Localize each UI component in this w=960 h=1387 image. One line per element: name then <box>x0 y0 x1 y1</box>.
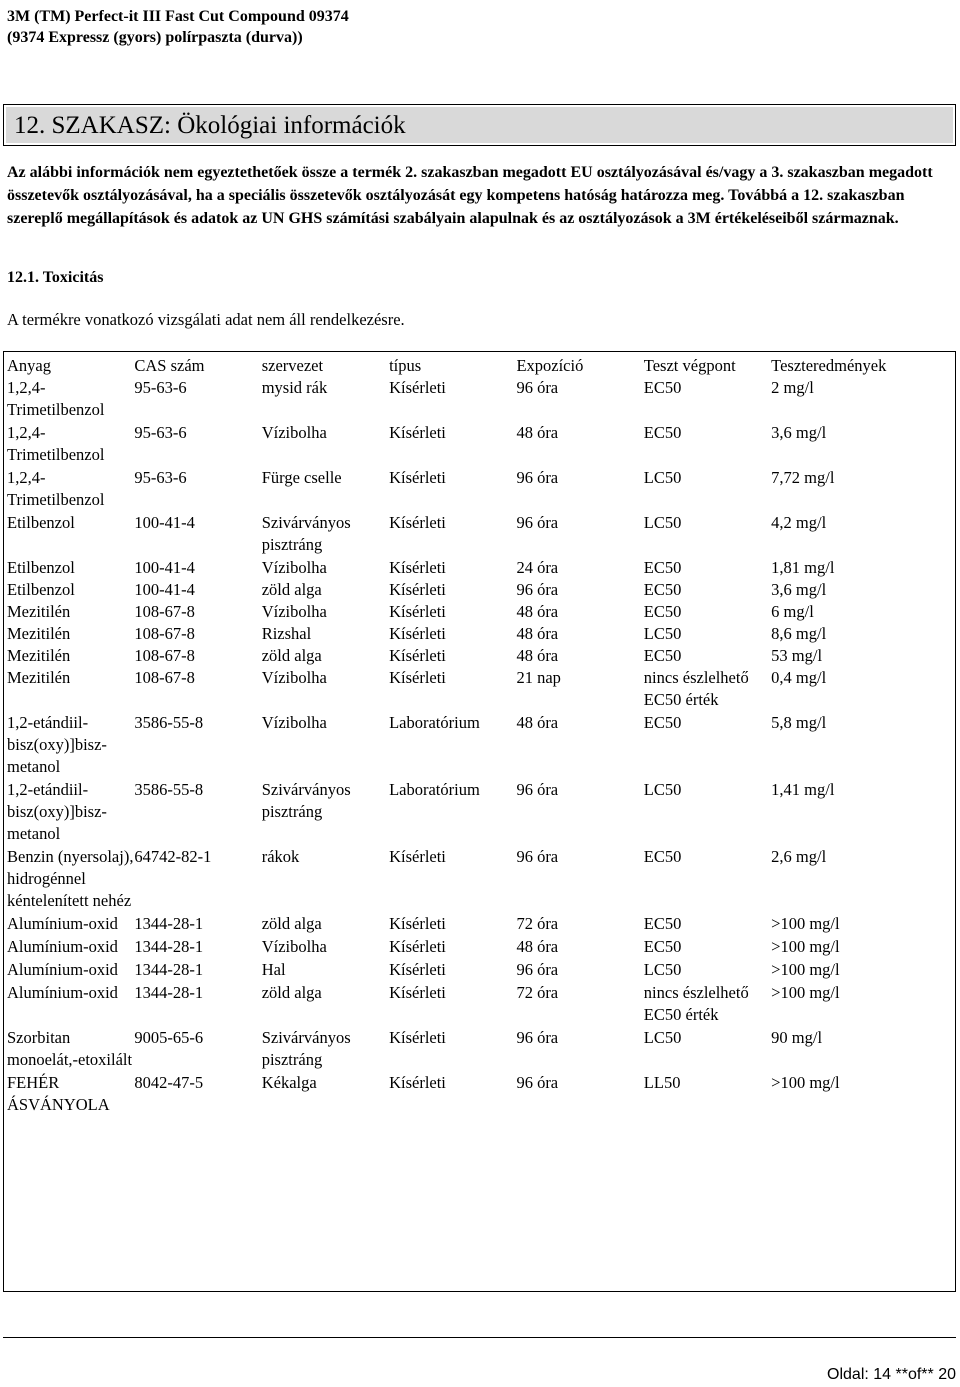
column-header: szervezet <box>261 356 324 375</box>
subsection-heading: 12.1. Toxicitás <box>7 269 104 286</box>
table-row <box>7 1027 937 1072</box>
table-cell: 3,6 mg/l <box>771 580 827 599</box>
column-header: Teszteredmények <box>771 356 887 375</box>
table-cell: 3,6 mg/l <box>771 423 827 442</box>
table-cell: Vízibolha <box>261 558 327 577</box>
table-cell: Etilbenzol <box>7 513 75 532</box>
table-cell: Mezitilén <box>7 602 71 621</box>
table-cell: 2 mg/l <box>771 378 814 397</box>
table-cell: 24 óra <box>516 558 559 577</box>
table-cell: EC50 <box>643 602 682 621</box>
table-cell: 95-63-6 <box>134 423 187 442</box>
table-cell: Alumínium-oxid <box>7 914 118 933</box>
table-cell: >100 mg/l <box>771 937 840 956</box>
table-cell: Alumínium-oxid <box>7 960 118 979</box>
table-header-row <box>7 355 937 377</box>
table-cell: 96 óra <box>516 1028 559 1047</box>
table-cell: 1344-28-1 <box>134 960 204 979</box>
table-cell: Kísérleti <box>389 468 446 487</box>
table-cell: FEHÉR ÁSVÁNYOLA <box>7 1073 110 1114</box>
table-cell: EC50 <box>643 558 682 577</box>
table-cell: rákok <box>261 847 300 866</box>
table-cell: Vízibolha <box>261 602 327 621</box>
table-cell: 48 óra <box>516 937 559 956</box>
table-cell: Kísérleti <box>389 668 446 687</box>
table-cell: 95-63-6 <box>134 378 187 397</box>
table-cell: 1,81 mg/l <box>771 558 835 577</box>
table-cell: Kísérleti <box>389 1028 446 1047</box>
table-cell: EC50 <box>643 914 682 933</box>
table-cell: 95-63-6 <box>134 468 187 487</box>
table-cell: Kékalga <box>261 1073 317 1092</box>
table-row <box>7 959 937 982</box>
table-row <box>7 846 937 913</box>
column-header: CAS szám <box>134 356 205 375</box>
table-cell: Kísérleti <box>389 624 446 643</box>
table-cell: LC50 <box>643 780 682 799</box>
table-row <box>7 623 937 645</box>
table-cell: LL50 <box>643 1073 681 1092</box>
table-row <box>7 557 937 579</box>
table-cell: 1,2-etándiil-bisz(oxy)]bisz-metanol <box>7 780 107 843</box>
column-header: Teszt végpont <box>643 356 736 375</box>
table-cell: 1,2-etándiil-bisz(oxy)]bisz-metanol <box>7 713 107 776</box>
table-cell: 1,41 mg/l <box>771 780 835 799</box>
table-cell: nincs észlelhető EC50 érték <box>643 983 749 1024</box>
table-cell: 90 mg/l <box>771 1028 823 1047</box>
table-cell: Alumínium-oxid <box>7 983 118 1002</box>
table-cell: >100 mg/l <box>771 1073 840 1092</box>
table-cell: Alumínium-oxid <box>7 937 118 956</box>
table-cell: LC50 <box>643 960 682 979</box>
table-cell: 8,6 mg/l <box>771 624 827 643</box>
toxicity-table <box>7 355 937 1116</box>
table-cell: Etilbenzol <box>7 558 75 577</box>
table-cell: Kísérleti <box>389 937 446 956</box>
table-row <box>7 667 937 712</box>
table-cell: 48 óra <box>516 423 559 442</box>
table-cell: EC50 <box>643 423 682 442</box>
table-row <box>7 779 937 846</box>
table-cell: Kísérleti <box>389 602 446 621</box>
table-cell: Szivárványos pisztráng <box>261 1028 351 1069</box>
table-cell: zöld alga <box>261 914 322 933</box>
table-cell: Kísérleti <box>389 580 446 599</box>
table-cell: Vízibolha <box>261 713 327 732</box>
table-cell: 7,72 mg/l <box>771 468 835 487</box>
table-cell: Kísérleti <box>389 1073 446 1092</box>
table-cell: Benzin (nyersolaj), hidrogénnel kéntelenített nehéz <box>7 847 134 910</box>
table-cell: 72 óra <box>516 914 559 933</box>
column-header: Anyag <box>7 356 51 375</box>
table-cell: 96 óra <box>516 580 559 599</box>
table-cell: LC50 <box>643 1028 682 1047</box>
table-cell: LC50 <box>643 624 682 643</box>
table-row <box>7 467 937 512</box>
table-cell: Kísérleti <box>389 558 446 577</box>
table-cell: 100-41-4 <box>134 580 195 599</box>
table-cell: 96 óra <box>516 780 559 799</box>
table-row <box>7 422 937 467</box>
table-cell: 108-67-8 <box>134 624 195 643</box>
table-cell: Mezitilén <box>7 624 71 643</box>
table-cell: >100 mg/l <box>771 914 840 933</box>
table-cell: Kísérleti <box>389 983 446 1002</box>
table-cell: Kísérleti <box>389 914 446 933</box>
table-cell: 100-41-4 <box>134 513 195 532</box>
table-row <box>7 936 937 959</box>
table-cell: >100 mg/l <box>771 960 840 979</box>
table-cell: 1,2,4-Trimetilbenzol <box>7 468 105 509</box>
footer-divider <box>3 1337 956 1338</box>
page-number: Oldal: 14 **of** 20 <box>827 1366 956 1383</box>
table-cell: Kísérleti <box>389 378 446 397</box>
table-cell: 48 óra <box>516 713 559 732</box>
table-cell: EC50 <box>643 580 682 599</box>
table-cell: Laboratórium <box>389 780 480 799</box>
table-cell: 48 óra <box>516 624 559 643</box>
table-cell: Vízibolha <box>261 423 327 442</box>
table-cell: Hal <box>261 960 286 979</box>
table-cell: 1,2,4-Trimetilbenzol <box>7 378 105 419</box>
section-banner <box>3 104 956 146</box>
table-cell: 1344-28-1 <box>134 937 204 956</box>
table-cell: EC50 <box>643 937 682 956</box>
table-cell: Kísérleti <box>389 960 446 979</box>
table-cell: zöld alga <box>261 580 322 599</box>
table-row <box>7 377 937 422</box>
table-cell: 53 mg/l <box>771 646 823 665</box>
table-cell: Kísérleti <box>389 513 446 532</box>
table-cell: 96 óra <box>516 378 559 397</box>
table-cell: 100-41-4 <box>134 558 195 577</box>
table-cell: zöld alga <box>261 983 322 1002</box>
table-row <box>7 512 937 557</box>
table-cell: Szivárványos pisztráng <box>261 780 351 821</box>
table-cell: EC50 <box>643 378 682 397</box>
table-cell: 96 óra <box>516 847 559 866</box>
table-cell: 96 óra <box>516 513 559 532</box>
table-cell: EC50 <box>643 847 682 866</box>
document-header <box>7 6 349 48</box>
table-row <box>7 601 937 623</box>
table-cell: EC50 <box>643 646 682 665</box>
table-cell: 96 óra <box>516 960 559 979</box>
table-cell: 48 óra <box>516 602 559 621</box>
table-cell: 3586-55-8 <box>134 780 204 799</box>
table-cell: 108-67-8 <box>134 668 195 687</box>
table-cell: 1,2,4-Trimetilbenzol <box>7 423 105 464</box>
table-cell: 72 óra <box>516 983 559 1002</box>
table-cell: 48 óra <box>516 646 559 665</box>
column-header: típus <box>389 356 422 375</box>
table-row <box>7 913 937 936</box>
section-title: 12. SZAKASZ: Ökológiai információk <box>14 112 406 139</box>
table-cell: LC50 <box>643 468 682 487</box>
table-cell: Laboratórium <box>389 713 480 732</box>
table-cell: Kísérleti <box>389 847 446 866</box>
product-name: 3M (TM) Perfect-it III Fast Cut Compound 09374 <box>7 8 349 25</box>
table-cell: Rizshal <box>261 624 312 643</box>
table-cell: 96 óra <box>516 1073 559 1092</box>
table-cell: nincs észlelhető EC50 érték <box>643 668 749 709</box>
toxicity-table-frame <box>3 351 956 1292</box>
table-cell: >100 mg/l <box>771 983 840 1002</box>
intro-paragraph: Az alábbi információk nem egyeztethetőek össze a termék 2. szakaszban megadott EU osztályozásával és/vagy a 3. szakaszban megadott összetevők osztályozásával, ha a speciális összetevők osztályozását egy kompetens hatóság határozza meg. Továbbá a 12. szakaszban szereplő megállapítások és adatok az UN GHS számítási szabályain alapulnak és az osztályozások a 3M értékeléseiből származnak. <box>7 164 933 227</box>
table-cell: 5,8 mg/l <box>771 713 827 732</box>
table-row <box>7 982 937 1027</box>
table-cell: mysid rák <box>261 378 328 397</box>
table-cell: 4,2 mg/l <box>771 513 827 532</box>
table-cell: 1344-28-1 <box>134 983 204 1002</box>
table-cell: LC50 <box>643 513 682 532</box>
table-cell: Kísérleti <box>389 423 446 442</box>
table-cell: 108-67-8 <box>134 602 195 621</box>
table-cell: 108-67-8 <box>134 646 195 665</box>
table-cell: 6 mg/l <box>771 602 814 621</box>
table-cell: Fürge cselle <box>261 468 342 487</box>
table-row <box>7 712 937 779</box>
table-cell: Etilbenzol <box>7 580 75 599</box>
table-cell: 21 nap <box>516 668 561 687</box>
table-cell: EC50 <box>643 713 682 732</box>
table-cell: Mezitilén <box>7 646 71 665</box>
table-cell: Vízibolha <box>261 668 327 687</box>
column-header: Expozíció <box>516 356 584 375</box>
table-cell: Kísérleti <box>389 646 446 665</box>
table-cell: Szorbitan monoelát,-etoxilált <box>7 1028 133 1069</box>
table-cell: 8042-47-5 <box>134 1073 204 1092</box>
table-cell: Vízibolha <box>261 937 327 956</box>
table-row <box>7 579 937 601</box>
table-cell: Szivárványos pisztráng <box>261 513 351 554</box>
no-data-note: A termékre vonatkozó vizsgálati adat nem áll rendelkezésre. <box>7 310 405 329</box>
table-cell: 64742-82-1 <box>134 847 212 866</box>
table-row <box>7 645 937 667</box>
table-cell: 2,6 mg/l <box>771 847 827 866</box>
table-cell: 3586-55-8 <box>134 713 204 732</box>
table-cell: Mezitilén <box>7 668 71 687</box>
table-cell: 9005-65-6 <box>134 1028 204 1047</box>
table-cell: 96 óra <box>516 468 559 487</box>
section-banner-fill <box>6 107 953 143</box>
product-subtitle: (9374 Expressz (gyors) polírpaszta (durva)) <box>7 29 303 46</box>
table-row <box>7 1072 937 1116</box>
table-cell: 0,4 mg/l <box>771 668 827 687</box>
table-cell: 1344-28-1 <box>134 914 204 933</box>
table-cell: zöld alga <box>261 646 322 665</box>
